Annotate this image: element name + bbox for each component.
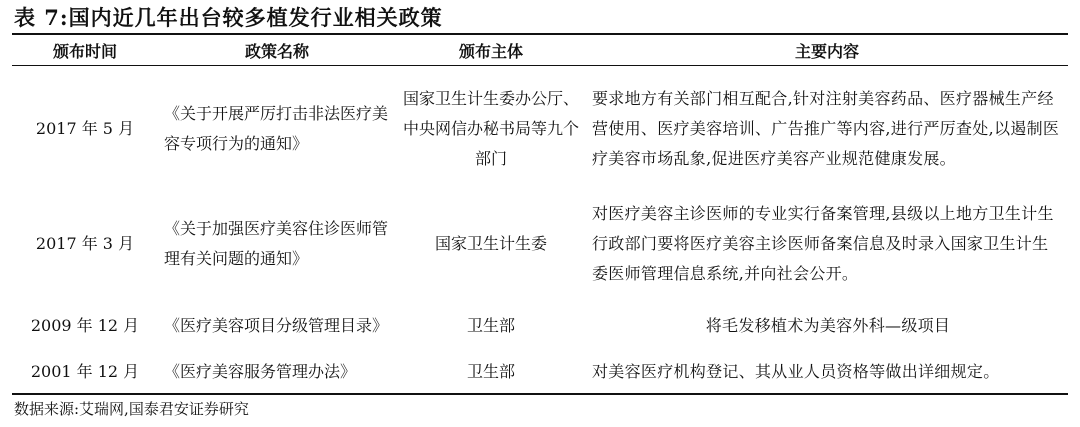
table-header-row: [12, 35, 1068, 65]
table-row: [12, 295, 1068, 357]
header-policy-name: 政策名称: [244, 41, 309, 61]
table-row: [12, 192, 1068, 295]
cell-policy-name: 《关于加强医疗美容住诊医师管理有关问题的通知》: [164, 218, 389, 268]
header-content: 主要内容: [794, 41, 859, 61]
cell-date: 2017 年 5 月: [35, 118, 135, 138]
cell-policy-name: 《医疗美容服务管理办法》: [164, 362, 357, 381]
header-issuer: 颁布主体: [458, 41, 523, 61]
cell-issuer: 国家卫生计生委: [434, 233, 547, 253]
policy-table: [12, 35, 1068, 387]
bottom-rule: [12, 393, 1068, 395]
data-source-note: 数据来源:艾瑞网,国泰君安证券研究: [14, 400, 249, 418]
cell-issuer: 卫生部: [466, 362, 515, 381]
cell-date: 2017 年 3 月: [35, 233, 135, 253]
cell-content: 将毛发移植术为美容外科—级项目: [705, 316, 951, 335]
cell-policy-name: 《医疗美容项目分级管理目录》: [164, 316, 389, 335]
cell-content: 对美容医疗机构登记、其从业人员资格等做出详细规定。: [592, 362, 1000, 381]
header-date: 颁布时间: [52, 41, 117, 61]
cell-content: 对医疗美容主诊医师的专业实行备案管理,县级以上地方卫生计生行政部门要将医疗美容主诊医师备案信息及时录入国家卫生计生委医师管理信息系统,并向社会公开。: [592, 203, 1054, 283]
cell-issuer: 国家卫生计生委办公厅、中央网信办秘书局等九个部门: [402, 88, 579, 168]
cell-policy-name: 《关于开展严厉打击非法医疗美容专项行为的通知》: [164, 103, 389, 153]
cell-date: 2009 年 12 月: [30, 316, 140, 335]
cell-date: 2001 年 12 月: [30, 362, 140, 381]
table-title: 表 7:国内近几年出台较多植发行业相关政策: [14, 5, 443, 30]
cell-content: 要求地方有关部门相互配合,针对注射美容药品、医疗器械生产经营使用、医疗美容培训、广告推广等内容,进行严厉查处,以遏制医疗美容市场乱象,促进医疗美容产业规范健康发展。: [592, 88, 1060, 168]
table-row: [12, 357, 1068, 387]
table-row: [12, 65, 1068, 192]
cell-issuer: 卫生部: [466, 316, 515, 335]
